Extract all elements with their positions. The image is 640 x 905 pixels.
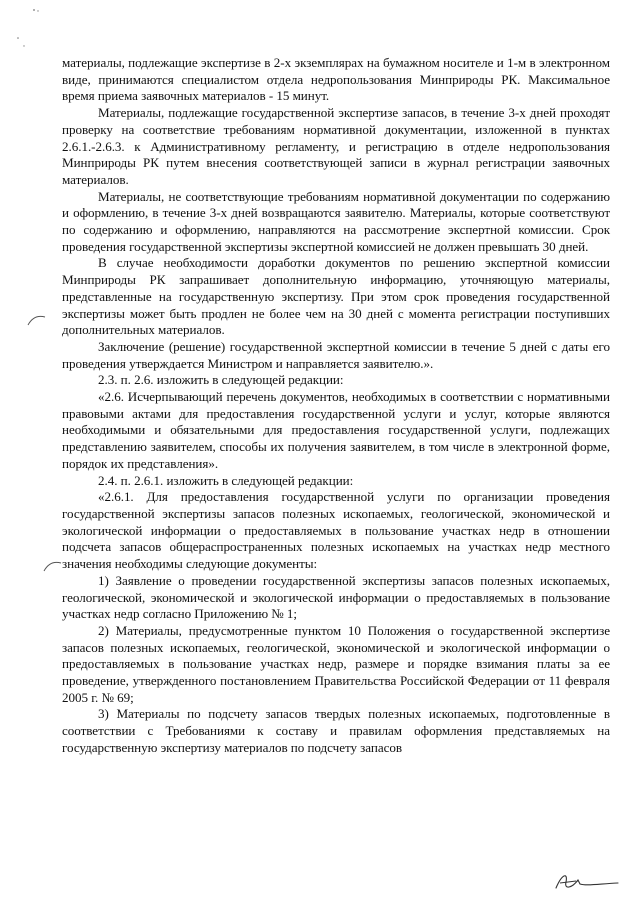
paragraph-2: Материалы, подлежащие государственной экспертизе запасов, в течение 3-х дней проходят проверку на соответствие требованиям нормативной документации, изложенной в пунктах 2.6.1.-2.6.3. к Административному регламенту, и регистрацию в отделе недропользования Минприроды РК путем внесения соответствующей записи в журнал регистрации заявочных материалов. — [62, 105, 610, 187]
margin-bracket-mark-upper — [26, 312, 48, 328]
paragraph-3: Материалы, не соответствующие требованиям нормативной документации по содержанию и оформлению, в течение 3-х дней возвращаются заявителю. Материалы, которые соответствуют по содержанию и оформлению, направляются на рассмотрение экспертной комиссии. Срок проведения государственной экспертизы экспертной комиссией не должен превышать 30 дней. — [62, 188, 610, 254]
document-body — [62, 55, 610, 757]
paragraph-12: 3) Материалы по подсчету запасов твердых полезных ископаемых, подготовленные в соответствии с Требованиями к составу и правилам оформления представляемых на государственную экспертизу материалов по подсчету запасов — [62, 706, 610, 755]
paragraph-11: 2) Материалы, предусмотренные пунктом 10 Положения о государственной экспертизе запасов полезных ископаемых, геологической, экономической и экологической информации о предоставляемых в пользование участках недр, размере и порядке взимания платы за ее проведение, утвержденного постановлением Правительства Российской Федерации от 11 февраля 2005 г. № 69; — [62, 622, 610, 705]
paragraph-9: «2.6.1. Для предоставления государственной услуги по организации проведения государственной экспертизы запасов полезных ископаемых, геологической, экономической и экологической информации о предоставляемых в пользование участках недр в отношении подсчета запасов общераспространенных полезных ископаемых на участках недр местного значения необходимы следующие документы: — [62, 489, 610, 572]
paragraph-5: Заключение (решение) государственной экспертной комиссии в течение 5 дней с даты его проведения утверждается Министром и направляется заявителю.». — [62, 338, 610, 371]
scan-artifact-marks — [14, 4, 44, 54]
paragraph-10: 1) Заявление о проведении государственной экспертизы запасов полезных ископаемых, геологической, экономической и экологической информации о предоставляемых в пользование участках недр согласно Приложению № 1; — [62, 572, 610, 622]
handwritten-signature — [552, 866, 622, 894]
paragraph-7: «2.6. Исчерпывающий перечень документов, необходимых в соответствии с нормативными правовыми актами для предоставления государственной услуги и услуг, которые являются необходимыми и обязательными для предоставления государственной услуги, подлежащих представлению заявителем, способы их получения заявителем, в том числе в электронной форме, порядок их представления». — [62, 389, 610, 471]
margin-bracket-mark-lower — [42, 558, 64, 574]
paragraph-4: В случае необходимости доработки документов по решению экспертной комиссии Минприроды РК запрашивает дополнительную информацию, уточняющую материалы, представленные на государственную экспертизу. При этом срок проведения государственной экспертизы может быть продлен не более чем на 30 дней с момента регистрации поступивших дополнительных материалов. — [62, 255, 610, 338]
paragraph-8: 2.4. п. 2.6.1. изложить в следующей редакции: — [98, 472, 354, 488]
paragraph-1: материалы, подлежащие экспертизе в 2-х экземплярах на бумажном носителе и 1-м в электронном виде, принимаются специалистом отдела недропользования Минприроды РК. Максимальное время приема заявочных материалов - 15 минут. — [62, 55, 610, 104]
paragraph-6: 2.3. п. 2.6. изложить в следующей редакции: — [98, 372, 344, 388]
